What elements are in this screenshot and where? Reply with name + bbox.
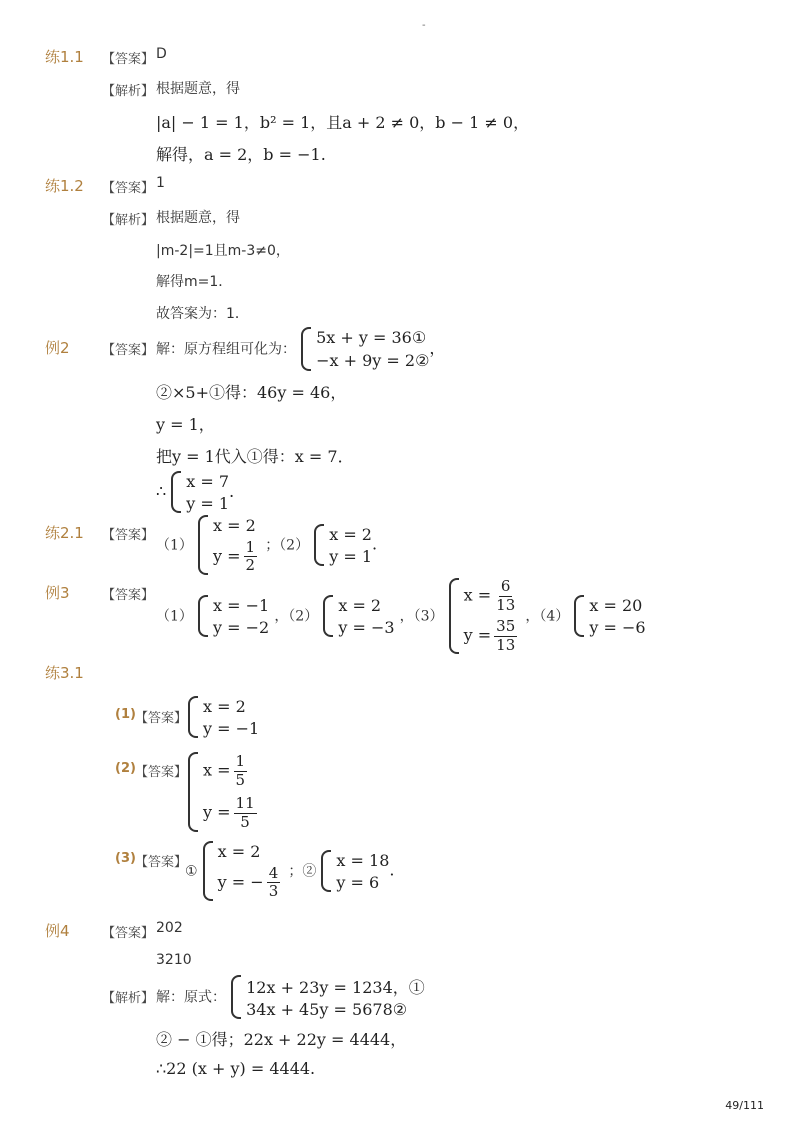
answer-systems bbox=[156, 576, 646, 656]
example-label-3: 例3 bbox=[45, 584, 70, 602]
answer-value: 202 bbox=[156, 920, 183, 936]
answer-value: D bbox=[156, 46, 167, 62]
result-x: x = 7 bbox=[186, 471, 230, 491]
solution-y: y = −2 bbox=[213, 617, 270, 637]
equation-2: 34x + 45y = 5678② bbox=[246, 1000, 408, 1019]
sub-question-number: (3) bbox=[115, 851, 136, 866]
equation-system bbox=[301, 326, 429, 372]
equation-1: 5x + y = 36① bbox=[316, 328, 427, 347]
answer-system bbox=[188, 750, 260, 834]
part-label: （1） bbox=[156, 537, 193, 554]
problem-label-1-1: 练1.1 bbox=[45, 48, 84, 66]
solution-y: y = $\frac{1}{2}$ bbox=[213, 537, 256, 574]
solution-y: y = − $\frac{4}{3}$ bbox=[217, 863, 279, 900]
answer-value: 1 bbox=[156, 175, 165, 191]
solution-intro: 解：原式： bbox=[156, 989, 226, 1006]
left-brace bbox=[449, 578, 459, 654]
solution-y: y = $\frac{35}{13}$ bbox=[463, 617, 516, 654]
solution-x: x = 2 bbox=[203, 696, 246, 716]
left-brace bbox=[301, 327, 311, 371]
answer-systems bbox=[156, 514, 377, 576]
solution-y: y = −6 bbox=[589, 617, 646, 637]
solution-y: y = −3 bbox=[338, 617, 395, 637]
problem-label-3-1: 练3.1 bbox=[45, 664, 84, 682]
solution-x: x = $\frac{6}{13}$ bbox=[463, 577, 516, 614]
answer-tag: 【答案】 bbox=[102, 926, 155, 941]
problem-label-1-2: 练1.2 bbox=[45, 177, 84, 195]
solution-y: y = 1 bbox=[329, 546, 372, 566]
left-brace bbox=[198, 515, 208, 575]
solution-x: x = 2 bbox=[217, 841, 261, 861]
answer-tag: 【答案】 bbox=[135, 711, 188, 726]
left-brace bbox=[314, 524, 324, 566]
solution-intro: 解：原方程组可化为： bbox=[156, 341, 296, 358]
analysis-text: 解得m=1． bbox=[156, 274, 233, 290]
left-brace bbox=[321, 850, 331, 892]
equation-1: 12x + 23y = 1234，① bbox=[246, 978, 425, 997]
answer-tag: 【答案】 bbox=[102, 343, 155, 358]
equation-system-block bbox=[156, 326, 445, 372]
solution-x: x = $\frac{1}{5}$ bbox=[203, 752, 246, 789]
solution-y: y = $\frac{11}{5}$ bbox=[203, 794, 255, 831]
problem-label-2-1: 练2.1 bbox=[45, 524, 84, 542]
solution-y: y = −1 bbox=[203, 718, 260, 738]
answer-tag: 【答案】 bbox=[102, 588, 155, 603]
equation-system-block bbox=[156, 974, 425, 1020]
analysis-text: |m-2|=1且m-3≠0， bbox=[156, 243, 290, 259]
part-label: ，（3） bbox=[399, 608, 444, 625]
analysis-text: 根据题意，得 bbox=[156, 81, 240, 97]
analysis-tag: 【解析】 bbox=[102, 991, 155, 1006]
left-brace bbox=[574, 595, 584, 637]
example-label-2: 例2 bbox=[45, 339, 70, 357]
part-label: ，（4） bbox=[525, 608, 570, 625]
separator: ；（2） bbox=[265, 537, 310, 554]
math-line: ②×5+①得：46y = 46， bbox=[156, 383, 347, 402]
left-brace bbox=[231, 975, 241, 1019]
separator: ；② bbox=[288, 863, 317, 880]
sub-question-number: (2) bbox=[115, 761, 136, 776]
analysis-tag: 【解析】 bbox=[102, 84, 155, 99]
therefore-symbol: ∴ bbox=[156, 481, 167, 501]
answer-tag: 【答案】 bbox=[135, 765, 188, 780]
part-label: ，（2） bbox=[274, 608, 319, 625]
analysis-tag: 【解析】 bbox=[102, 213, 155, 228]
answer-systems bbox=[185, 840, 394, 902]
answer-tag: 【答案】 bbox=[102, 528, 155, 543]
left-brace bbox=[198, 595, 208, 637]
answer-tag: 【答案】 bbox=[102, 52, 155, 67]
solution-x: x = 20 bbox=[589, 595, 643, 615]
math-line: |a| − 1 = 1，b² = 1，且a + 2 ≠ 0，b − 1 ≠ 0， bbox=[156, 113, 530, 132]
answer-tag: 【答案】 bbox=[102, 181, 155, 196]
page-top-mark: - bbox=[422, 20, 426, 31]
math-line: ∴22 (x + y) = 4444. bbox=[156, 1059, 316, 1078]
solution-x: x = 2 bbox=[338, 595, 382, 615]
left-brace bbox=[188, 752, 198, 832]
solution-y: y = 6 bbox=[336, 872, 380, 892]
punctuation: . bbox=[389, 860, 395, 880]
result-system bbox=[156, 470, 245, 514]
equation-2: −x + 9y = 2② bbox=[316, 351, 430, 370]
math-line: y = 1， bbox=[156, 415, 215, 434]
analysis-text: 根据题意，得 bbox=[156, 210, 240, 226]
math-line: 解得，a = 2，b = −1. bbox=[156, 145, 326, 164]
math-line: 把y = 1代入①得：x = 7． bbox=[156, 447, 354, 466]
punctuation: . bbox=[372, 534, 378, 554]
part-label: ① bbox=[185, 863, 198, 880]
solution-x: x = 18 bbox=[336, 850, 390, 870]
left-brace bbox=[323, 595, 333, 637]
page-number: 49/111 bbox=[725, 1099, 764, 1112]
solution-x: x = 2 bbox=[213, 515, 256, 535]
analysis-text: 故答案为：1． bbox=[156, 306, 249, 322]
math-line: ② − ①得；22x + 22y = 4444， bbox=[156, 1030, 407, 1049]
left-brace bbox=[203, 841, 213, 901]
left-brace bbox=[171, 471, 181, 513]
sub-question-number: (1) bbox=[115, 707, 136, 722]
answer-system bbox=[188, 695, 259, 739]
punctuation: ， bbox=[429, 338, 446, 358]
solution-x: x = −1 bbox=[213, 595, 270, 615]
punctuation: ． bbox=[229, 481, 246, 501]
solution-x: x = 2 bbox=[329, 524, 372, 544]
answer-tag: 【答案】 bbox=[135, 855, 188, 870]
answer-value: 3210 bbox=[156, 952, 192, 968]
part-label: （1） bbox=[156, 608, 193, 625]
left-brace bbox=[188, 696, 198, 738]
result-y: y = 1 bbox=[186, 493, 230, 513]
example-label-4: 例4 bbox=[45, 922, 70, 940]
